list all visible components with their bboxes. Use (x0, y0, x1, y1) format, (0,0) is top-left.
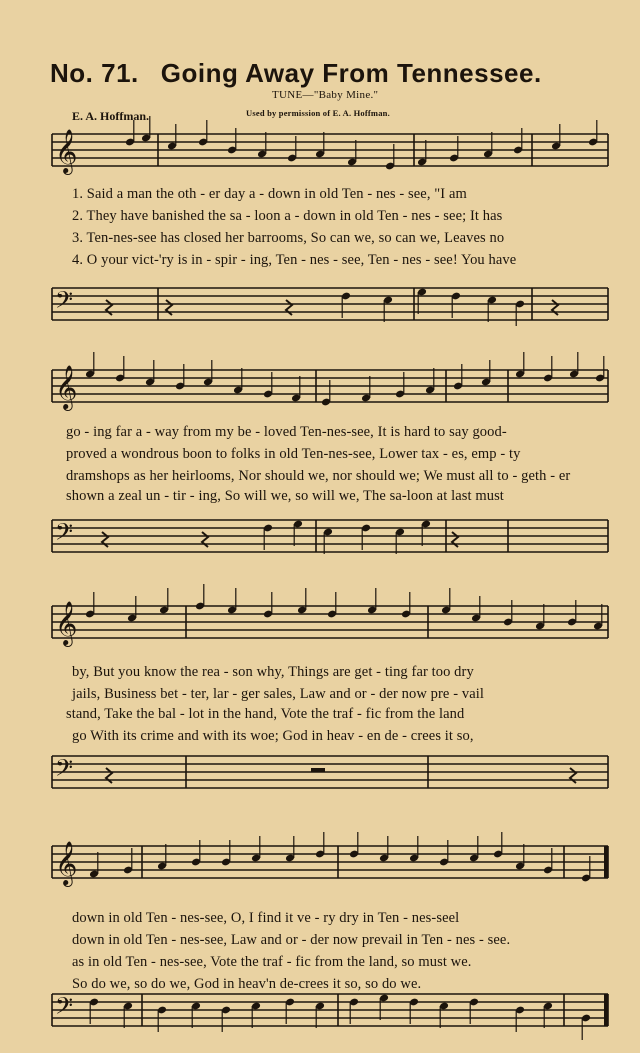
treble-clef-icon: 𝄞 (55, 129, 78, 173)
lyric-line-1-1: 1. Said a man the oth - er day a - down in old Ten - nes - see, "I am (72, 186, 467, 202)
rest-icon (202, 532, 208, 547)
final-barline (604, 994, 608, 1026)
rest-icon (106, 768, 112, 783)
lyric-line-2-1: go - ing far a - way from my be - loved Ten-nes-see, It is hard to say good- (66, 424, 507, 440)
treble-clef-icon: 𝄞 (55, 365, 78, 409)
lyric-line-3-4: go With its crime and with its woe; God in heav - en de - crees it so, (72, 728, 474, 744)
lyric-line-1-4: 4. O your vict-'ry is in - spir - ing, Ten - nes - see, Ten - nes - see! You have (72, 252, 517, 268)
treble-clef-icon: 𝄞 (55, 601, 78, 645)
lyric-line-2-4: shown a zeal un - tir - ing, So will we, so will we, The sa-loon at last must (66, 488, 504, 504)
lyric-line-1-2: 2. They have banished the sa - loon a - down in old Ten - nes - see; It has (72, 208, 503, 224)
composer-credit: E. A. Hoffman. (72, 109, 150, 123)
bass-clef-icon: 𝄢 (55, 992, 74, 1025)
final-barline (604, 846, 608, 878)
rest-icon (166, 300, 172, 315)
lyric-line-1-3: 3. Ten-nes-see has closed her barrooms, So can we, so can we, Leaves no (72, 230, 505, 246)
bass-clef-icon: 𝄢 (55, 286, 74, 319)
tune-credit: TUNE—"Baby Mine." (272, 89, 379, 101)
lyric-line-4-4: So do we, so do we, God in heav'n de-crees it so, so do we. (72, 976, 422, 992)
lyric-line-4-2: down in old Ten - nes-see, Law and or - der now prevail in Ten - nes - see. (72, 932, 511, 948)
permission-note: Used by permission of E. A. Hoffman. (246, 108, 390, 118)
rest-icon (552, 300, 558, 315)
whole-rest-icon (311, 768, 325, 772)
bass-clef-icon: 𝄢 (55, 518, 74, 551)
lyric-line-2-3: dramshops as her heirlooms, Nor should we, nor should we; We must all to - geth - er (66, 468, 571, 484)
hymn-number: No. 71. (50, 58, 139, 88)
lyric-line-4-3: as in old Ten - nes-see, Vote the traf - fic from the land, so must we. (72, 954, 472, 970)
lyric-line-3-2: jails, Business bet - ter, lar - ger sales, Law and or - der now pre - vail (72, 686, 484, 702)
rest-icon (102, 532, 108, 547)
bass-clef-icon: 𝄢 (55, 754, 74, 787)
hymn-title: Going Away From Tennessee. (160, 58, 542, 88)
lyric-line-3-1: by, But you know the rea - son why, Things are get - ting far too dry (72, 664, 474, 680)
lyric-line-2-2: proved a wondrous boon to folks in old Ten-nes-see, Lower tax - es, emp - ty (66, 446, 521, 462)
rest-icon (106, 300, 112, 315)
rest-icon (570, 768, 576, 783)
rest-icon (286, 300, 292, 315)
treble-clef-icon: 𝄞 (55, 841, 78, 885)
lyric-line-3-3: stand, Take the bal - lot in the hand, Vote the traf - fic from the land (66, 706, 465, 722)
rest-icon (452, 532, 458, 547)
lyric-line-4-1: down in old Ten - nes-see, O, I find it ve - ry dry in Ten - nes-seel (72, 910, 460, 926)
